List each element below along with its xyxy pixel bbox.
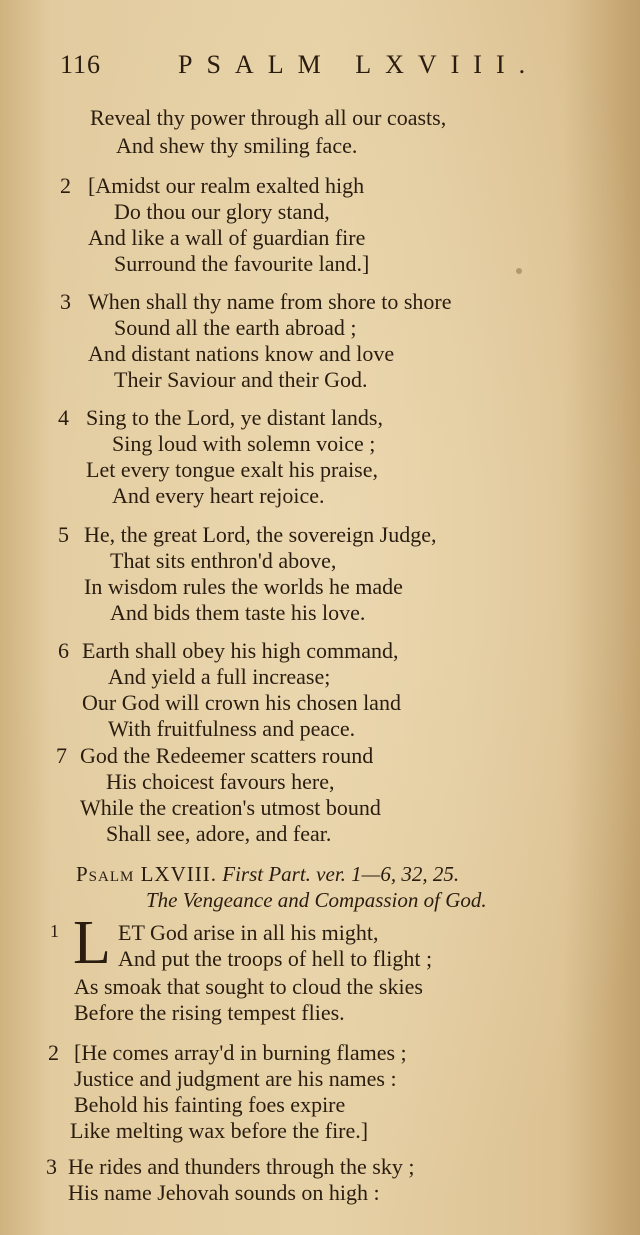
verse-line: Their Saviour and their God. bbox=[114, 367, 368, 392]
verse-line: Do thou our glory stand, bbox=[114, 199, 330, 224]
drop-cap: L bbox=[73, 909, 111, 977]
psalm-subtitle: The Vengeance and Compassion of God. bbox=[146, 888, 487, 912]
verse-line: Behold his fainting foes expire bbox=[74, 1092, 346, 1117]
page-title: PSALM LXVIII. bbox=[178, 50, 540, 79]
verse-line: And every heart rejoice. bbox=[112, 483, 325, 508]
verse-line: While the creation's utmost bound bbox=[80, 795, 381, 820]
verse-line: As smoak that sought to cloud the skies bbox=[74, 974, 423, 999]
verse-line: Surround the favourite land.] bbox=[114, 251, 370, 276]
verse-line: That sits enthron'd above, bbox=[110, 548, 337, 573]
psalm-heading-caps: Psalm LXVIII. bbox=[76, 862, 217, 886]
ink-speck bbox=[516, 268, 522, 274]
verse-line: Justice and judgment are his names : bbox=[74, 1066, 397, 1091]
verse-line: ET God arise in all his might, bbox=[118, 920, 379, 945]
verse-line: Our God will crown his chosen land bbox=[82, 690, 401, 715]
verse-line: And distant nations know and love bbox=[88, 341, 395, 366]
verse-line: Earth shall obey his high command, bbox=[82, 638, 399, 663]
stanza-number: 3 bbox=[46, 1154, 57, 1179]
verse-line: Reveal thy power through all our coasts, bbox=[90, 105, 447, 130]
verse-line: In wisdom rules the worlds he made bbox=[84, 574, 403, 599]
verse-line: He rides and thunders through the sky ; bbox=[68, 1154, 415, 1179]
stanza-number: 1 bbox=[50, 921, 59, 941]
verse-line: Sound all the earth abroad ; bbox=[114, 315, 357, 340]
stanza-number: 7 bbox=[56, 743, 67, 768]
verse-line: [He comes array'd in burning flames ; bbox=[74, 1040, 407, 1065]
verse-line: Shall see, adore, and fear. bbox=[106, 821, 332, 846]
verse-line: God the Redeemer scatters round bbox=[80, 743, 374, 768]
running-header bbox=[60, 50, 580, 90]
verse-line: Like melting wax before the fire.] bbox=[70, 1118, 369, 1143]
verse-line: His choicest favours here, bbox=[106, 769, 335, 794]
verse-line: And put the troops of hell to flight ; bbox=[118, 946, 433, 971]
psalm-heading-verses: First Part. ver. 1—6, 32, 25. bbox=[222, 862, 460, 886]
page-number: 116 bbox=[60, 50, 102, 79]
stanza-number: 4 bbox=[58, 405, 69, 430]
stanza-number: 6 bbox=[58, 638, 69, 663]
stanza-number: 2 bbox=[48, 1040, 59, 1065]
stanza-number: 5 bbox=[58, 522, 69, 547]
verse-line: With fruitfulness and peace. bbox=[108, 716, 356, 741]
stanza-number: 3 bbox=[60, 289, 71, 314]
verse-line: He, the great Lord, the sovereign Judge, bbox=[84, 522, 437, 547]
verse-line: Before the rising tempest flies. bbox=[74, 1000, 345, 1025]
verse-line: When shall thy name from shore to shore bbox=[88, 289, 452, 314]
verse-line: Sing loud with solemn voice ; bbox=[112, 431, 376, 456]
verse-line: His name Jehovah sounds on high : bbox=[68, 1180, 380, 1205]
verse-line: Sing to the Lord, ye distant lands, bbox=[86, 405, 383, 430]
verse-line: And like a wall of guardian fire bbox=[88, 225, 366, 250]
verse-line: Let every tongue exalt his praise, bbox=[86, 457, 379, 482]
psalm-heading bbox=[76, 862, 459, 886]
verse-line: And yield a full increase; bbox=[108, 664, 331, 689]
verse-line: And shew thy smiling face. bbox=[116, 133, 358, 158]
verse-line: And bids them taste his love. bbox=[110, 600, 366, 625]
verse-line: [Amidst our realm exalted high bbox=[88, 173, 365, 198]
stanza-number: 2 bbox=[60, 173, 71, 198]
